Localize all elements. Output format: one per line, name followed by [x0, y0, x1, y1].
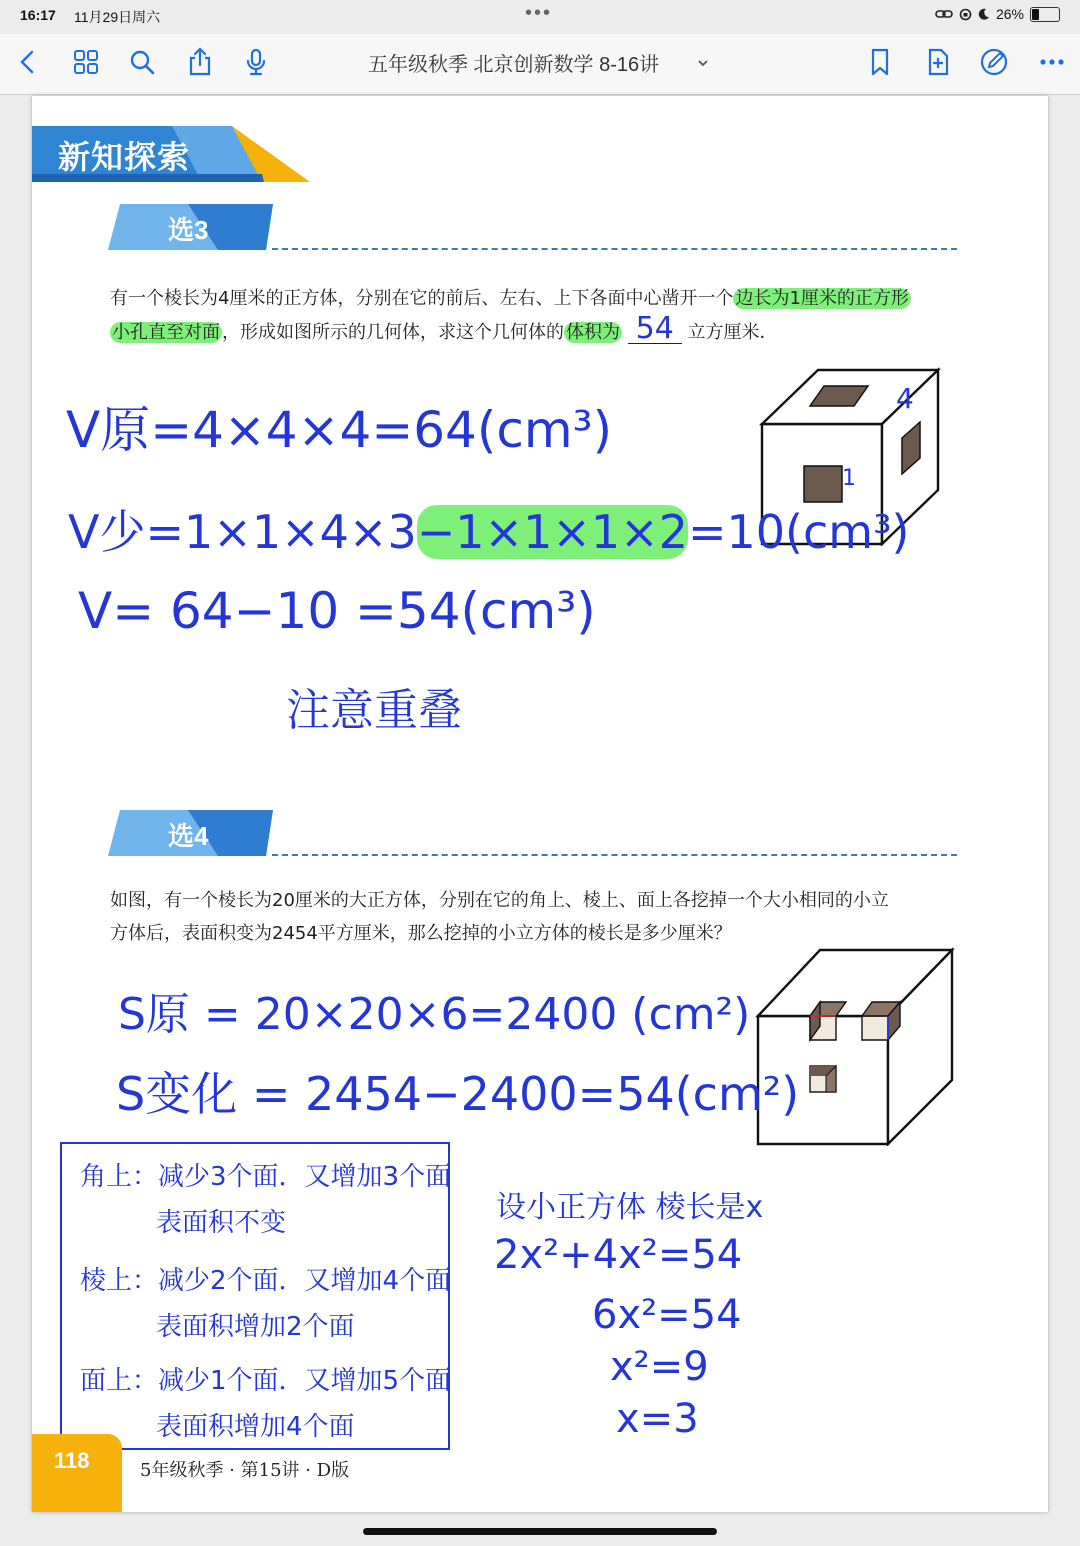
solve-line-3: 6x²=54	[592, 1292, 742, 1338]
q3-hw-line3: V= 64−10 =54(cm³)	[78, 582, 596, 640]
status-date: 11月29日周六	[74, 9, 161, 25]
battery-icon	[1030, 7, 1060, 22]
back-icon[interactable]	[12, 46, 44, 78]
q4-hw-line2: S变化 = 2454−2400=54(cm²)	[116, 1067, 800, 1121]
q3-answer: 54	[628, 315, 682, 344]
q4-tag: 选4	[168, 821, 209, 851]
battery-percent: 26%	[995, 6, 1024, 22]
q4-text-line2: 方体后，表面积变为2454平方厘米，那么挖掉的小立方体的棱长是多少厘米？	[110, 923, 732, 944]
status-bar	[0, 0, 1080, 34]
note-edge-line: 棱上：减少2个面．又增加4个面	[80, 1266, 452, 1296]
status-right	[935, 6, 1060, 22]
note-face-line: 面上：减少1个面．又增加5个面	[80, 1366, 452, 1396]
add-page-icon[interactable]	[922, 46, 954, 78]
pdf-page[interactable]	[32, 96, 1048, 1512]
document-title[interactable]: 五年级秋季 北京创新数学 8-16讲	[368, 54, 660, 76]
q3-hw-line2	[68, 496, 909, 562]
q3-hw-line2c: =10(cm³)	[687, 505, 910, 559]
share-icon[interactable]	[184, 46, 216, 78]
bookmark-icon[interactable]	[864, 46, 896, 78]
q3-highlight-1: 边长为1厘米的正方形	[735, 288, 909, 309]
moon-icon	[978, 8, 990, 20]
q3-text-d: ，形成如图所示的几何体，求这个几何体的	[222, 322, 564, 343]
page-number: 118	[54, 1448, 90, 1473]
q3-fig-label-4: 4	[896, 382, 914, 415]
divider	[272, 854, 957, 856]
note-corner-line: 角上：减少3个面．又增加3个面	[80, 1162, 452, 1192]
q3-hw-line2a: V少=1×1×4×3	[68, 505, 417, 559]
markup-pen-icon[interactable]	[978, 46, 1010, 78]
section-title: 新知探索	[58, 139, 191, 175]
q4-hw-note-box	[60, 1142, 450, 1450]
microphone-icon[interactable]	[240, 46, 272, 78]
q3-tag: 选3	[168, 215, 209, 245]
link-icon	[935, 8, 953, 20]
home-indicator[interactable]	[363, 1528, 717, 1535]
solve-line-4: x²=9	[610, 1344, 709, 1390]
note-edge-result: 表面积增加2个面	[156, 1312, 355, 1342]
q3-highlight-3: 体积为	[566, 322, 620, 343]
more-icon[interactable]	[1036, 46, 1068, 78]
q3-hw-line2b: −1×1×1×2	[416, 505, 688, 559]
grid-icon[interactable]	[70, 46, 102, 78]
multitask-dots-icon[interactable]: •••	[525, 2, 553, 24]
solve-line-5: x=3	[616, 1396, 699, 1442]
page-footer-caption: 5年级秋季 · 第15讲 · D版	[140, 1460, 350, 1481]
status-time: 16:17	[20, 7, 56, 23]
q4-text	[110, 884, 990, 950]
lock-rotation-icon	[959, 8, 972, 21]
q4-hw-line1: S原 = 20×20×6=2400 (cm²)	[118, 989, 751, 1040]
q3-text-f: 立方厘米．	[687, 322, 778, 343]
q3-hw-note: 注意重叠	[286, 685, 462, 736]
search-icon[interactable]	[126, 46, 158, 78]
q3-text	[110, 282, 990, 349]
chevron-down-icon[interactable]	[696, 56, 710, 70]
solve-line-1: 设小正方体 棱长是x	[496, 1190, 764, 1225]
divider	[272, 248, 957, 250]
q3-hw-line1: V原=4×4×4=64(cm³)	[66, 401, 613, 459]
q3-highlight-2: 小孔直至对面	[112, 322, 220, 343]
solve-line-2: 2x²+4x²=54	[494, 1232, 743, 1278]
toolbar	[0, 34, 1080, 95]
q3-text-a: 有一个棱长为4厘米的正方体，分别在它的前后、左右、上下各面中心凿开一个	[110, 288, 734, 309]
note-corner-result: 表面积不变	[156, 1208, 287, 1238]
q3-fig-label-1: 1	[842, 466, 856, 491]
q4-text-line1: 如图，有一个棱长为20厘米的大正方体，分别在它的角上、棱上、面上各挖掉一个大小相同的小立	[110, 890, 889, 911]
note-face-result: 表面积增加4个面	[156, 1412, 355, 1442]
page-number-tab	[32, 1434, 122, 1512]
